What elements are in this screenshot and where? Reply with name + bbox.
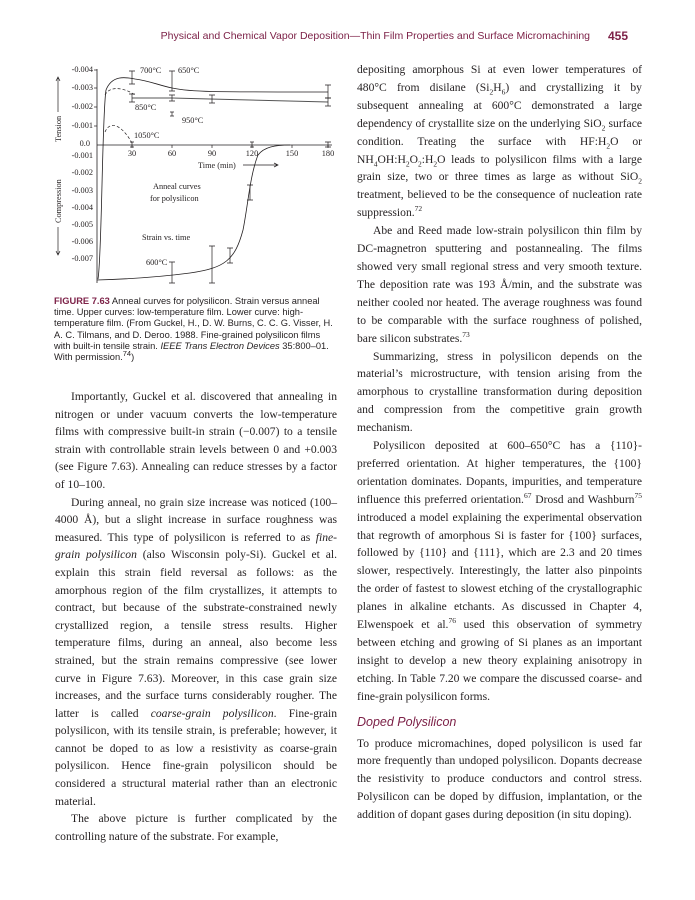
- subscript: 2: [417, 158, 422, 168]
- reference-superscript: O: [409, 152, 418, 166]
- y-tick-label: -0.007: [71, 254, 93, 263]
- curve-650c: [132, 98, 328, 102]
- paragraph: [357, 437, 642, 706]
- subscript: 2: [405, 158, 410, 168]
- reference-superscript: Summarizing, stress in polysilicon depends on the material’s microstructure, with tension arising from the amorphous to crystalline transformation during deposition and compression from the competitive grain growth mechanism.: [357, 349, 642, 435]
- y-tick-label: -0.004: [71, 65, 93, 74]
- reference-superscript: . Fine-grain polysilicon, with its tensile strain, is preferable; however, it cannot be doped to as low a resistivity as coarse-grain polysilicon. Hence fine-grain polysilicon should be considered a structural material rather than an electronic material.: [55, 706, 338, 808]
- caption-text: Anneal curves for polysilicon. Strain versus anneal time. Upper curves: low-temperature film. Lower curve: high-temperature film. (From Guckel, H., D. W. Burns, C. C. G. Visser, H. A. C. Tilmans, and D. Deroo. 1988. Fine-grained polysilicon films with built-in tensile strain.: [54, 296, 333, 351]
- annotation-strain-vs-time: Strain vs. time: [142, 233, 191, 242]
- annotation-anneal-curves: Anneal curves: [153, 182, 201, 191]
- y-tick-label: -0.002: [71, 168, 93, 177]
- label-650c: 650°C: [178, 66, 200, 75]
- emphasis-text: fine-grain polysilicon: [55, 530, 337, 562]
- reference-superscript: 72: [414, 204, 423, 214]
- y-tick-label: -0.003: [71, 83, 93, 92]
- y-tick-label: -0.003: [71, 186, 93, 195]
- label-950c: 950°C: [182, 116, 204, 125]
- x-axis-label: Time (min): [198, 161, 236, 170]
- x-tick-label: 90: [207, 149, 217, 158]
- x-tick-label: 150: [285, 149, 299, 158]
- paragraph: [357, 735, 642, 825]
- label-700c: 700°C: [140, 66, 162, 75]
- caption-close: ): [131, 352, 135, 363]
- figure-label: FIGURE 7.63: [54, 296, 110, 306]
- curve-1050c: [105, 125, 132, 143]
- reference-superscript: introduced a model explaining the experimental observation that regrowth of amorphous Si is faster for {100} surfaces, followed by {110} and {111}, which are 2.3 and 20 times slower, respectively. Interestingly, the latter also pinpoints the order of fastest to slowest etching of the crystallographic planes in alkaline etchants. As discussed in Chapter 4, Elwenspoek et al.: [357, 510, 642, 632]
- reference-superscript: The above picture is further complicated by the controlling nature of the substrate. For example,: [55, 812, 337, 843]
- paragraph: [357, 348, 642, 438]
- error-bars: [129, 71, 331, 283]
- subscript: 4: [373, 158, 378, 168]
- subscript: 2: [638, 176, 642, 186]
- reference-superscript: used this observation of symmetry between etching and growing of Si planes as an important insight to develop a new theory explaining anisotropy in etching. In Table 7.20 we compare the discussed coarse- and fine-grain polysilicon forms.: [357, 618, 642, 703]
- subscript: 2: [489, 87, 494, 97]
- paragraph: [357, 222, 642, 347]
- caption-journal: IEEE Trans Electron Devices: [160, 340, 280, 351]
- y-label-tension: Tension: [54, 115, 63, 142]
- figure-caption: [54, 296, 339, 363]
- reference-superscript: ) and crystallizing it by subsequent annealing at 600°C demonstrated a large dependency of crystallite size on the underlying SiO: [357, 80, 642, 130]
- label-1050c: 1050°C: [134, 131, 160, 140]
- y-tick-label: -0.001: [71, 121, 93, 130]
- y-tick-label: -0.002: [71, 102, 93, 111]
- reference-superscript: depositing amorphous Si at even lower temperatures of 480°C from disilane (Si: [357, 63, 642, 94]
- reference-superscript: 73: [462, 329, 470, 339]
- page-number: 455: [608, 29, 629, 43]
- caption-tail: 35:800–01. With permission.: [54, 340, 329, 363]
- paragraph: [55, 388, 337, 494]
- reference-superscript: H: [493, 80, 502, 94]
- section-heading: Doped Polysilicon: [357, 714, 457, 729]
- paragraph: [55, 810, 337, 845]
- reference-superscript: Polysilicon deposited at 600–650°C has a {110}-preferred orientation. At higher temperatures, the {100} orientation dominates. Dopants, impurities, and temperature influence this preferred orientation.: [357, 439, 642, 506]
- caption-ref: 74: [122, 348, 132, 358]
- reference-superscript: Drosd and Washburn: [531, 492, 635, 506]
- down-arrow-icon: [56, 227, 60, 255]
- y-tick-label: 0.0: [79, 139, 90, 148]
- anneal-curves-figure: [50, 55, 350, 285]
- reference-superscript: treatment, believed to be the consequence of nucleation rate suppression.: [357, 188, 642, 220]
- y-tick-label: -0.006: [71, 237, 93, 246]
- paragraph: [55, 494, 337, 811]
- running-header: Physical and Chemical Vapor Deposition—Thin Film Properties and Surface Micromachining: [160, 30, 590, 42]
- right-column: [357, 61, 642, 824]
- reference-superscript: :H: [421, 152, 434, 166]
- reference-superscript: OH:H: [377, 152, 406, 166]
- left-column: [55, 388, 337, 845]
- reference-superscript: surface condition. Treating the surface with HF:H: [357, 116, 642, 148]
- y-tick-label: -0.001: [71, 151, 93, 160]
- x-arrow-icon: [243, 163, 278, 167]
- subscript: 2: [433, 158, 438, 168]
- subscript: 6: [501, 87, 506, 97]
- label-850c: 850°C: [135, 103, 157, 112]
- reference-superscript: 76: [448, 616, 456, 626]
- subscript: 2: [606, 140, 611, 150]
- annotation-for-polysilicon: for polysilicon: [150, 194, 199, 203]
- x-tick-label: 120: [245, 149, 259, 158]
- paragraph: [357, 61, 642, 222]
- y-label-compression: Compression: [54, 179, 63, 223]
- y-tick-label: -0.005: [71, 220, 93, 229]
- reference-superscript: 67: [523, 490, 532, 500]
- subscript: 2: [601, 123, 606, 133]
- emphasis-text: coarse-grain polysilicon: [150, 706, 274, 720]
- reference-superscript: To produce micromachines, doped polysilicon is used far more frequently than undoped polysilicon. Dopants decrease the resistivity to produce conductors and control stress. Polysilicon can be doped by diffusion, implantation, or the addition of dopant gases during deposition (in situ doping).: [357, 736, 642, 822]
- reference-superscript: Importantly, Guckel et al. discovered that annealing in nitrogen or under vacuum converts the low-temperature films with compressive built-in strain (−0.007) to a tensile strain with controllable strain levels between 0 and +0.003 (see Figure 7.63). Annealing can reduce stresses by a factor of 10–100.: [55, 390, 337, 491]
- x-tick-label: 60: [167, 149, 177, 158]
- y-tick-labels: [72, 65, 94, 263]
- reference-superscript: During anneal, no grain size increase was noticed (100–4000 Å), but a slight increase in surface roughness was measured. This type of polysilicon is referred to as: [55, 495, 337, 544]
- up-arrow-icon: [56, 77, 60, 112]
- x-tick-label: 180: [321, 149, 335, 158]
- reference-superscript: Abe and Reed made low-strain polysilicon thin film by DC-magnetron sputtering and postannealing. The films showed very small regional stress and very smooth texture. The deposition rate was 193 Å/min, and the substrate was neither cooled nor heated. The average roughness was found to be comparable with the surface roughness of polished, bare silicon substrates.: [357, 224, 642, 345]
- label-600c: 600°C: [146, 258, 168, 267]
- reference-superscript: (also Wisconsin poly-Si). Guckel et al. explain this strain field reversal as follows: as the amorphous region of the film crystallizes, it attempts to contract, but because of the substrate-constrained newly crystallized region, a tensile stress results. Higher temperature films, during an anneal, also become less strained, but the strain remains compressive (see lower curve in Figure 7.63). Moreover, in this case grain size increases, and the surface turns considerably rougher. The latter is called: [55, 548, 337, 720]
- x-tick-label: 30: [127, 149, 137, 158]
- reference-superscript: 75: [634, 490, 642, 500]
- reference-superscript: O or NH: [357, 134, 642, 166]
- curve-700c: [98, 78, 328, 279]
- reference-superscript: O leads to polysilicon films with a large grain size, two or three times as large as without SiO: [357, 152, 642, 184]
- x-tick-labels: [128, 149, 334, 158]
- y-tick-label: -0.004: [71, 203, 93, 212]
